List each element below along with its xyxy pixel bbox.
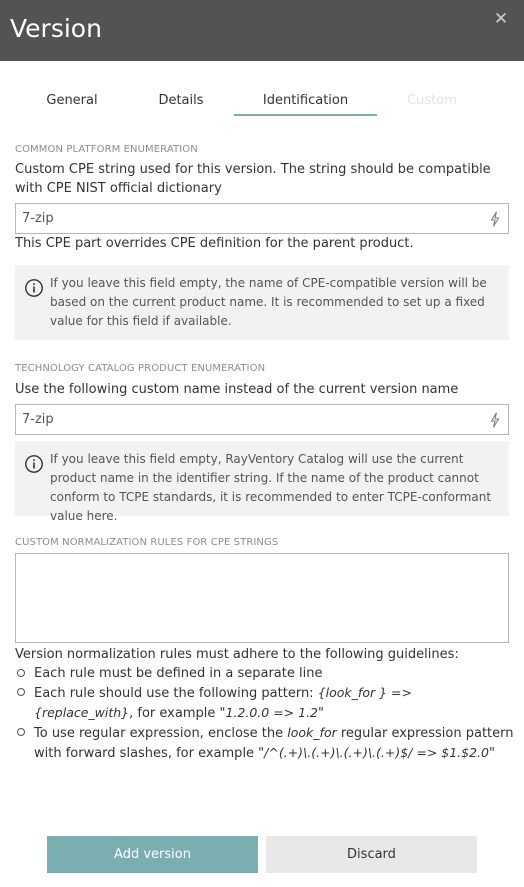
guideline-text: Each rule should use the following pattern: — [34, 686, 318, 701]
info-icon — [24, 278, 44, 298]
tab-bar — [0, 88, 524, 118]
dialog-title: Version — [10, 14, 102, 43]
cpe-section-label: COMMON PLATFORM ENUMERATION — [15, 144, 198, 155]
normalization-rules-field[interactable] — [15, 553, 509, 643]
tab-custom: Custom — [407, 93, 457, 108]
guideline-item — [15, 664, 515, 683]
tab-identification[interactable]: Identification — [234, 88, 377, 116]
guidelines-intro: Version normalization rules must adhere to the following guidelines: — [15, 647, 459, 662]
guideline-text: regular expression pattern with forward slashes, for example " — [34, 726, 514, 761]
guideline-item — [15, 683, 515, 723]
guideline-text: " — [318, 706, 324, 721]
discard-button[interactable]: Discard — [266, 836, 477, 873]
tcpe-section-label: TECHNOLOGY CATALOG PRODUCT ENUMERATION — [15, 363, 266, 374]
dialog-header — [0, 0, 524, 61]
tab-details[interactable]: Details — [158, 93, 204, 108]
bullet-icon — [17, 669, 25, 677]
guideline-item — [15, 723, 515, 763]
normalization-rules-textarea[interactable] — [16, 554, 508, 642]
cpe-field[interactable] — [15, 203, 509, 234]
close-icon[interactable]: ✕ — [493, 9, 509, 29]
guideline-text: To use regular expression, enclose the — [34, 726, 288, 741]
info-icon — [24, 454, 44, 474]
lightning-icon[interactable] — [489, 412, 501, 428]
tcpe-info-box — [15, 441, 509, 523]
cpe-note: This CPE part overrides CPE definition for the parent product. — [15, 236, 414, 251]
add-version-button[interactable]: Add version — [47, 836, 258, 873]
cpe-info-text: If you leave this field empty, the name of CPE-compatible version will be based on the current product name. It is recommended to set up a fixed value for this field if available. — [50, 276, 487, 328]
tcpe-info-text: If you leave this field empty, RayVentory Catalog will use the current product name in the identifier string. If the name of the product cannot conform to TCPE standards, it is recommended to enter TCPE-conformant value here. — [50, 452, 492, 523]
pattern-example: look_for — [287, 725, 337, 740]
pattern-example: {look_for } => {replace_with} — [34, 685, 412, 720]
tab-general[interactable]: General — [46, 93, 98, 108]
cpe-description: Custom CPE string used for this version. The string should be compatible with CPE NIST official dictionary — [15, 162, 491, 196]
guideline-text: Each rule must be defined in a separate line — [34, 666, 323, 681]
tcpe-input[interactable] — [22, 405, 482, 434]
guidelines — [15, 645, 515, 763]
guideline-text: " — [488, 746, 495, 761]
bullet-icon — [17, 688, 25, 696]
cpe-input[interactable] — [22, 204, 482, 233]
tcpe-field[interactable] — [15, 404, 509, 435]
tcpe-description: Use the following custom name instead of the current version name — [15, 382, 459, 397]
guideline-text: , for example " — [129, 706, 226, 721]
pattern-example: /^(.+)\.(.+)\.(.+)\.(.+)$/ => $1.$2.0 — [264, 745, 489, 760]
bullet-icon — [17, 728, 25, 736]
cpe-info-box — [15, 265, 509, 340]
normalization-section-label: CUSTOM NORMALIZATION RULES FOR CPE STRINGS — [15, 537, 279, 548]
lightning-icon[interactable] — [489, 211, 501, 227]
pattern-example: 1.2.0.0 => 1.2 — [225, 705, 318, 720]
